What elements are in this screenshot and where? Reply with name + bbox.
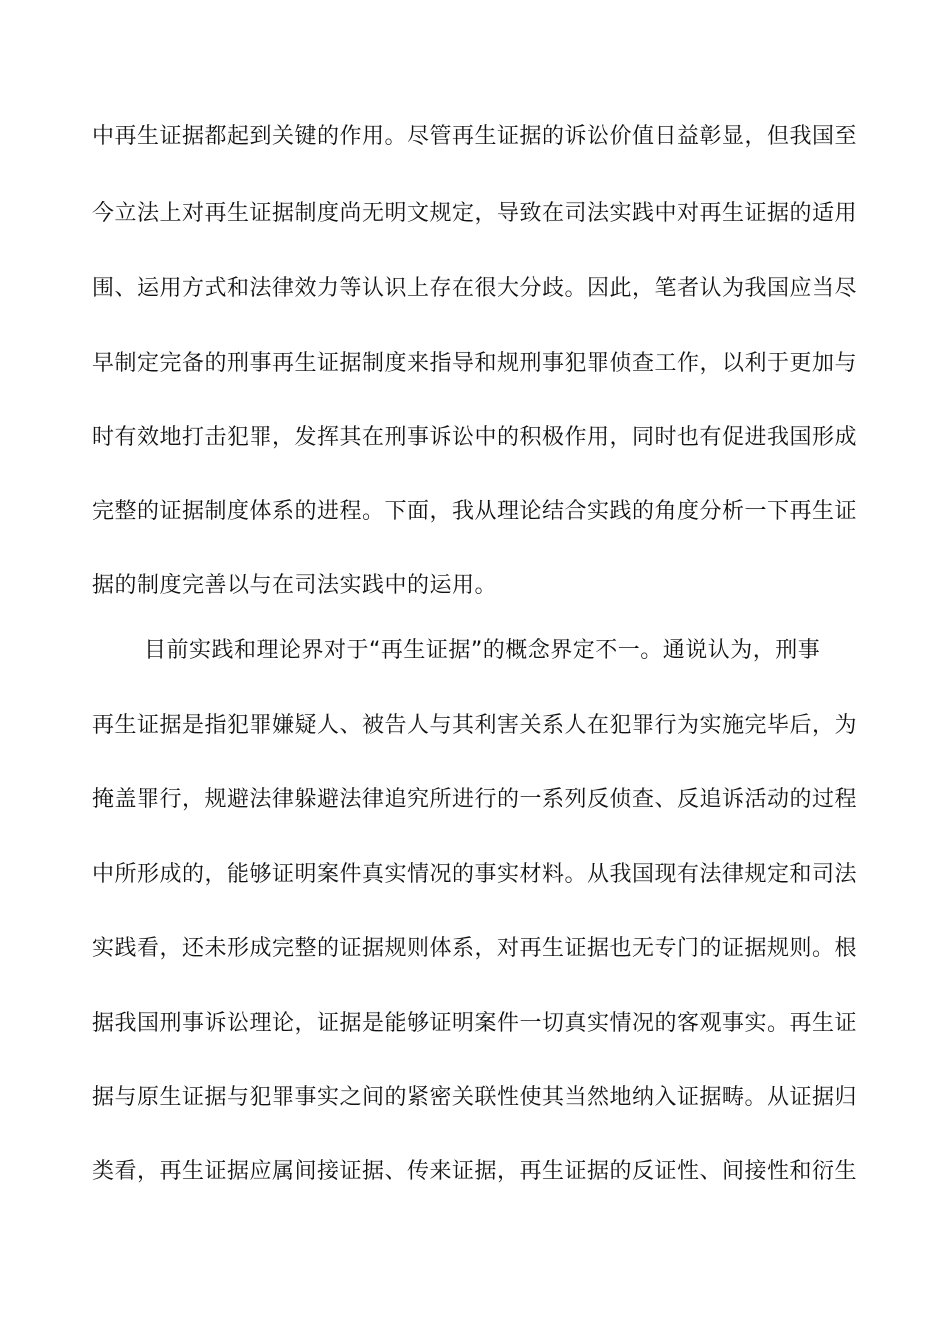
paragraph-2-line-5: 实践看，还未形成完整的证据规则体系，对再生证据也无专门的证据规则。根 <box>92 936 858 961</box>
paragraph-1-line-3: 围、运用方式和法律效力等认识上存在很大分歧。因此，笔者认为我国应当尽 <box>92 276 858 301</box>
paragraph-1-line-2: 今立法上对再生证据制度尚无明文规定，导致在司法实践中对再生证据的适用 <box>92 201 858 226</box>
paragraph-2-line-2: 再生证据是指犯罪嫌疑人、被告人与其利害关系人在犯罪行为实施完毕后，为 <box>92 713 858 738</box>
paragraph-2-line-4: 中所形成的，能够证明案件真实情况的事实材料。从我国现有法律规定和司法 <box>92 862 858 887</box>
paragraph-1-line-6: 完整的证据制度体系的进程。下面，我从理论结合实践的角度分析一下再生证 <box>92 499 858 524</box>
paragraph-2-line-7: 据与原生证据与犯罪事实之间的紧密关联性使其当然地纳入证据畴。从证据归 <box>92 1085 858 1110</box>
paragraph-2-line-3: 掩盖罪行，规避法律躲避法律追究所进行的一系列反侦查、反追诉活动的过程 <box>92 787 858 812</box>
paragraph-1-line-4: 早制定完备的刑事再生证据制度来指导和规刑事犯罪侦查工作，以利于更加与 <box>92 351 858 376</box>
paragraph-1-line-5: 时有效地打击犯罪，发挥其在刑事诉讼中的积极作用，同时也有促进我国形成 <box>92 425 858 450</box>
paragraph-2-line-6: 据我国刑事诉讼理论，证据是能够证明案件一切真实情况的客观事实。再生证 <box>92 1011 858 1036</box>
paragraph-2-line-8: 类看，再生证据应属间接证据、传来证据，再生证据的反证性、间接性和衍生 <box>92 1159 858 1184</box>
paragraph-2-line-1: 目前实践和理论界对于“再生证据”的概念界定不一。通说认为，刑事 <box>144 638 821 663</box>
paragraph-1-line-1: 中再生证据都起到关键的作用。尽管再生证据的诉讼价值日益彰显，但我国至 <box>92 124 858 149</box>
paragraph-1-line-7: 据的制度完善以与在司法实践中的运用。 <box>92 573 498 598</box>
